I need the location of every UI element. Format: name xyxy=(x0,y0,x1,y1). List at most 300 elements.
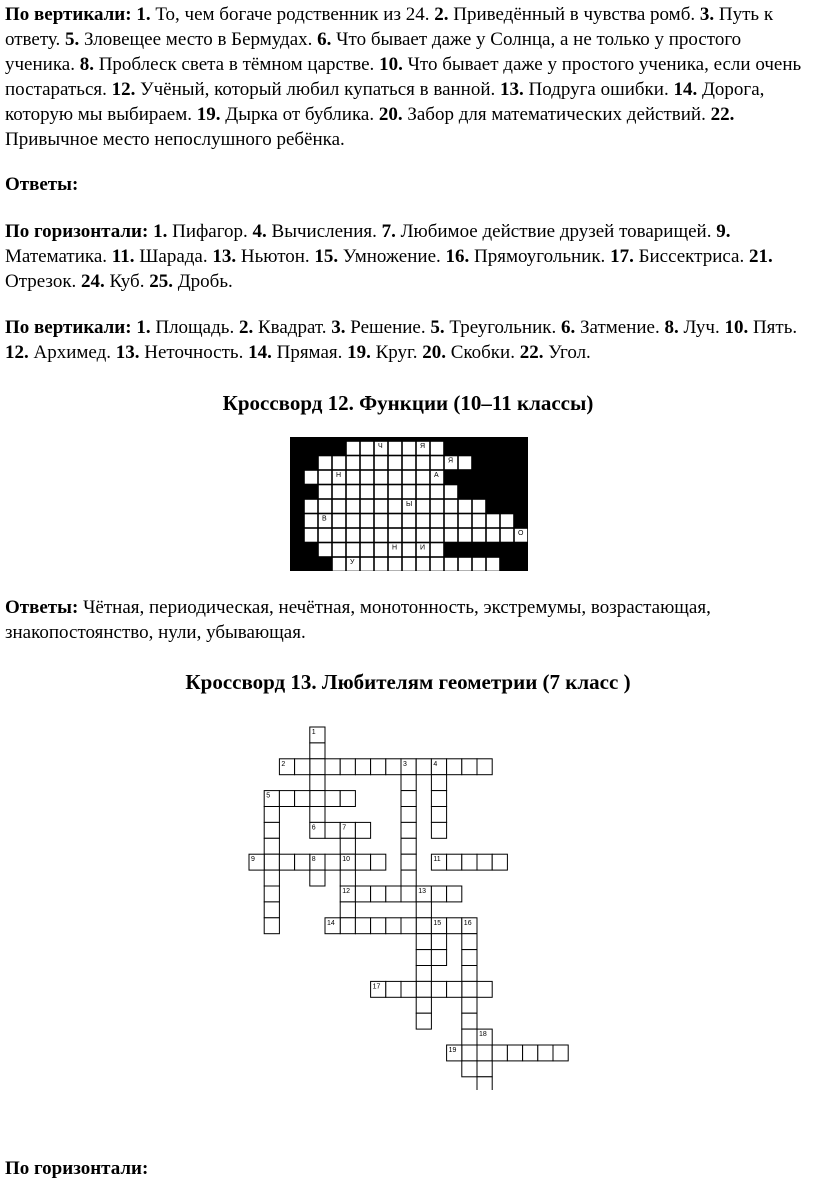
crossword13-cell xyxy=(462,1061,477,1077)
crossword12-letter: Ч xyxy=(378,443,383,450)
crossword13-cell xyxy=(340,870,355,886)
crossword12-cell xyxy=(305,471,318,485)
clue-number: 25. xyxy=(149,271,173,292)
clue-number: 7. xyxy=(381,221,396,242)
crossword13-cell xyxy=(492,1045,507,1061)
crossword13-cell xyxy=(264,918,279,934)
crossword12-cell xyxy=(431,442,444,456)
crossword13-cell xyxy=(386,918,401,934)
crossword12-cell xyxy=(459,529,472,543)
crossword12-letter: Я xyxy=(490,501,496,508)
clue-number: 15. xyxy=(314,246,339,267)
crossword13-cell xyxy=(462,1013,477,1029)
crossword13-cell xyxy=(295,759,310,775)
crossword13-cell xyxy=(477,1077,492,1090)
clue-number: 14. xyxy=(248,342,272,363)
crossword13-cell xyxy=(401,822,416,838)
crossword13-cell xyxy=(477,1061,492,1077)
clue-text: Архимед. xyxy=(33,342,112,363)
crossword12-letter: Э xyxy=(294,530,300,537)
crossword12-letter: Ь xyxy=(462,486,467,494)
clue-text: Приведённый в чувства ромб. xyxy=(453,4,696,25)
crossword12-cell xyxy=(403,442,416,456)
crossword13-cell xyxy=(447,918,462,934)
clue-text: Прямая. xyxy=(276,342,343,363)
clue-number: 22. xyxy=(710,104,735,125)
crossword13-cell xyxy=(447,886,462,902)
crossword13-cell xyxy=(553,1045,568,1061)
crossword12-cell xyxy=(361,485,374,499)
crossword13-cell xyxy=(264,838,279,854)
crossword13-cell xyxy=(431,791,446,807)
crossword13-clue-number: 2 xyxy=(281,760,286,768)
clue-text: Дорога, которую мы выбираем. xyxy=(5,79,765,125)
crossword13-cell xyxy=(401,886,416,902)
crossword12-cell xyxy=(403,514,416,528)
crossword12-cell xyxy=(417,514,430,528)
crossword13-cell xyxy=(355,822,370,838)
crossword13-clue-number: 9 xyxy=(251,856,255,864)
clue-number: 3. xyxy=(331,317,346,338)
clue-text: Что бывает даже у Солнца, а не только у простого ученика. xyxy=(5,29,742,75)
crossword13-cell xyxy=(340,918,355,934)
clue-text: Что бывает даже у простого ученика, если очень постараться. xyxy=(5,54,802,100)
crossword12-cell xyxy=(319,500,332,514)
answers-horizontal-label: По горизонтали: xyxy=(5,221,149,242)
crossword12-cell xyxy=(403,529,416,543)
crossword13-cell xyxy=(310,759,325,775)
answers-horizontal-paragraph xyxy=(5,219,805,294)
crossword13-cell xyxy=(462,966,477,982)
crossword12-cell xyxy=(389,456,402,470)
crossword12-cell xyxy=(487,529,500,543)
crossword12-cell xyxy=(333,543,346,557)
crossword12-cell xyxy=(431,485,444,499)
crossword13-cell xyxy=(416,934,431,950)
crossword13-cell xyxy=(477,981,492,997)
clue-text: Затмение. xyxy=(579,317,660,338)
clue-number: 10. xyxy=(379,54,403,75)
vertical-clues-label: По вертикали: xyxy=(5,4,132,25)
clue-text: Учёный, который любил купаться в ванной. xyxy=(140,79,496,100)
clue-text: Площадь. xyxy=(155,317,235,338)
crossword12-cell xyxy=(459,500,472,514)
crossword12-cell xyxy=(305,500,318,514)
crossword13-cell xyxy=(416,950,431,966)
crossword12-cell xyxy=(403,471,416,485)
crossword13-cell xyxy=(416,1013,431,1029)
crossword13-clue-number: 15 xyxy=(433,919,442,927)
clue-number: 12. xyxy=(111,79,136,100)
crossword12-cell xyxy=(361,500,374,514)
crossword12-cell xyxy=(361,514,374,528)
clue-number: 3. xyxy=(699,4,715,25)
crossword12-letter: У xyxy=(350,559,355,566)
answers-vertical-paragraph xyxy=(5,315,805,365)
crossword13-cell xyxy=(340,838,355,854)
clue-text: Шарада. xyxy=(139,246,208,267)
crossword13-cell xyxy=(264,822,279,838)
crossword12-cell xyxy=(375,514,388,528)
crossword13-cell xyxy=(325,854,340,870)
crossword13-cell xyxy=(447,854,462,870)
crossword12-cell xyxy=(445,529,458,543)
crossword13-cell xyxy=(371,886,386,902)
clue-number: 13. xyxy=(212,246,237,267)
crossword13-cell xyxy=(462,950,477,966)
crossword13-cell xyxy=(279,854,294,870)
crossword13-cell xyxy=(416,997,431,1013)
crossword12-cell xyxy=(431,514,444,528)
crossword13-clue-number: 18 xyxy=(479,1031,487,1039)
clue-number: 24. xyxy=(81,271,105,292)
crossword13-cell xyxy=(416,759,431,775)
crossword13-clue-number: 12 xyxy=(342,888,350,895)
crossword13-cell xyxy=(462,1045,477,1061)
crossword12-cell xyxy=(319,529,332,543)
crossword12-cell xyxy=(361,558,374,572)
crossword12-letter: Н xyxy=(336,472,342,479)
vertical-clues-paragraph xyxy=(5,2,805,152)
crossword13-cell xyxy=(401,807,416,823)
crossword12-cell xyxy=(473,529,486,543)
crossword12-cell xyxy=(431,543,444,557)
clue-number: 20. xyxy=(378,104,403,125)
crossword13-cell xyxy=(279,791,294,807)
crossword13-cell xyxy=(447,759,462,775)
crossword13-cell xyxy=(355,759,370,775)
crossword12-cell xyxy=(319,485,332,499)
clue-number: 13. xyxy=(115,342,140,363)
clue-text: Умножение. xyxy=(342,246,441,267)
crossword13-cell xyxy=(416,981,431,997)
clue-text: Неточность. xyxy=(144,342,244,363)
clue-text: Решение. xyxy=(350,317,426,338)
crossword12-letter: Э xyxy=(294,501,300,508)
crossword13-cell xyxy=(401,918,416,934)
crossword12-cell xyxy=(431,529,444,543)
crossword12-letter: И xyxy=(420,544,426,552)
crossword12-cell xyxy=(389,500,402,514)
crossword12-cell xyxy=(473,500,486,514)
crossword12-cell xyxy=(361,529,374,543)
clue-number: 12. xyxy=(5,342,29,363)
crossword12-letter: О xyxy=(518,530,524,537)
crossword13-cell xyxy=(431,775,446,791)
crossword13-cell xyxy=(401,791,416,807)
crossword12-letter: Ы xyxy=(406,501,413,508)
clue-number: 11. xyxy=(111,246,135,267)
crossword12-cell xyxy=(375,485,388,499)
crossword13-cell xyxy=(416,902,431,918)
crossword12-cell xyxy=(431,456,444,470)
crossword12-cell xyxy=(361,543,374,557)
crossword12-cell xyxy=(319,543,332,557)
crossword13-cell xyxy=(462,759,477,775)
crossword13-cell xyxy=(264,807,279,823)
crossword13-cell xyxy=(295,791,310,807)
crossword12-cell xyxy=(445,500,458,514)
crossword13-clue-number: 10 xyxy=(342,856,350,864)
crossword13-cell xyxy=(386,981,401,997)
clue-number: 8. xyxy=(79,54,94,75)
crossword13-cell xyxy=(401,981,416,997)
crossword13-cell xyxy=(401,854,416,870)
crossword12-cell xyxy=(375,500,388,514)
clue-number: 10. xyxy=(724,317,749,338)
crossword12-cell xyxy=(333,456,346,470)
crossword12-cell xyxy=(445,558,458,572)
clue-text: Любимое действие друзей товарищей. xyxy=(400,221,712,242)
clue-text: Пифагор. xyxy=(172,221,248,242)
crossword12-answers-text: Чётная, периодическая, нечётная, монотонность, экстремумы, возрастающая, знакопостоянство, нули, убывающая. xyxy=(5,597,711,643)
clue-text: Привычное место непослушного ребёнка. xyxy=(5,129,345,150)
crossword12-cell xyxy=(501,529,514,543)
crossword13-cell xyxy=(386,886,401,902)
crossword12-cell xyxy=(459,456,472,470)
crossword13-clue-number: 13 xyxy=(418,888,426,895)
bottom-horizontal-label: По горизонтали: xyxy=(5,1158,149,1179)
clue-text: Скобки. xyxy=(450,342,515,363)
crossword12-cell xyxy=(487,514,500,528)
clue-text: Ньютон. xyxy=(240,246,310,267)
crossword13-cell xyxy=(264,870,279,886)
crossword12-cell xyxy=(361,442,374,456)
clue-text: Луч. xyxy=(683,317,720,338)
crossword12-cell xyxy=(333,485,346,499)
crossword13-cell xyxy=(462,934,477,950)
crossword13-cell xyxy=(264,886,279,902)
crossword13-cell xyxy=(462,981,477,997)
clue-number: 9. xyxy=(716,221,731,242)
clue-number: 2. xyxy=(238,317,254,338)
crossword13-clue-number: 14 xyxy=(327,919,335,927)
crossword13-cell xyxy=(462,854,477,870)
clue-text: Путь к ответу. xyxy=(5,4,774,50)
crossword12-answers-label: Ответы: xyxy=(5,597,79,618)
clue-text: Забор для математических действий. xyxy=(407,104,706,125)
crossword12-cell xyxy=(445,485,458,499)
crossword12-cell xyxy=(459,514,472,528)
crossword12-cell xyxy=(347,514,360,528)
crossword12-cell xyxy=(375,529,388,543)
crossword13-grid xyxy=(0,720,816,1090)
crossword12-cell xyxy=(487,558,500,572)
answers-label: Ответы: xyxy=(5,174,79,195)
crossword13-cell xyxy=(325,791,340,807)
crossword13-cell xyxy=(462,997,477,1013)
crossword12-cell xyxy=(403,543,416,557)
clue-number: 17. xyxy=(610,246,634,267)
clue-number: 22. xyxy=(519,342,544,363)
crossword12-cell xyxy=(347,442,360,456)
clue-text: Пять. xyxy=(752,317,798,338)
crossword12-letter: Я xyxy=(448,457,454,465)
clue-text: Угол. xyxy=(548,342,591,363)
crossword12-cell xyxy=(375,558,388,572)
crossword13-cell xyxy=(386,759,401,775)
crossword13-cell xyxy=(431,807,446,823)
clue-number: 14. xyxy=(673,79,698,100)
crossword13-cell xyxy=(431,934,446,950)
crossword12-letter: М xyxy=(308,486,314,494)
crossword13-cell xyxy=(310,870,325,886)
crossword12-cell xyxy=(305,529,318,543)
crossword13-title: Кроссворд 13. Любителям геометрии (7 класс ) xyxy=(185,670,631,694)
crossword13-clue-number: 5 xyxy=(266,792,271,800)
crossword12-cell xyxy=(305,514,318,528)
crossword13-cell xyxy=(310,775,325,791)
crossword13-clue-number: 19 xyxy=(448,1047,457,1054)
crossword12-cell xyxy=(333,500,346,514)
crossword13-clue-number: 1 xyxy=(311,729,316,736)
crossword13-cell xyxy=(401,870,416,886)
crossword13-cell xyxy=(325,759,340,775)
crossword12-cell xyxy=(375,456,388,470)
crossword12-letter: А xyxy=(434,472,439,479)
clue-text: То, чем богаче родственник из 24. xyxy=(155,4,430,25)
clue-number: 13. xyxy=(500,79,524,100)
crossword12-cell xyxy=(375,543,388,557)
crossword12-letter: Я xyxy=(504,559,510,566)
crossword12-cell xyxy=(417,456,430,470)
clue-number: 8. xyxy=(664,317,679,338)
crossword12-cell xyxy=(347,456,360,470)
crossword13-cell xyxy=(416,918,431,934)
crossword12-cell xyxy=(403,485,416,499)
clue-text: Биссектриса. xyxy=(638,246,745,267)
crossword12-cell xyxy=(445,514,458,528)
crossword12-grid xyxy=(290,437,528,571)
crossword12-cell xyxy=(389,471,402,485)
clue-number: 19. xyxy=(347,342,371,363)
clue-number: 6. xyxy=(560,317,576,338)
crossword13-clue-number: 4 xyxy=(433,760,438,768)
clue-text: Дробь. xyxy=(177,271,233,292)
clue-number: 6. xyxy=(317,29,332,50)
crossword13-cell xyxy=(371,759,386,775)
crossword12-cell xyxy=(417,485,430,499)
clue-text: Подруга ошибки. xyxy=(528,79,669,100)
crossword13-clue-number: 3 xyxy=(403,760,407,768)
crossword13-cell xyxy=(371,918,386,934)
crossword13-clue-number: 6 xyxy=(311,824,316,832)
clue-text: Зловещее место в Бермудах. xyxy=(84,29,313,50)
crossword12-cell xyxy=(361,456,374,470)
crossword12-cell xyxy=(417,558,430,572)
clue-number: 19. xyxy=(196,104,221,125)
crossword12-cell xyxy=(347,485,360,499)
crossword13-cell xyxy=(340,759,355,775)
crossword13-cell xyxy=(523,1045,538,1061)
crossword13-cell xyxy=(264,854,279,870)
crossword13-cell xyxy=(310,743,325,759)
crossword12-cell xyxy=(459,558,472,572)
crossword12-cell xyxy=(473,514,486,528)
crossword13-cell xyxy=(355,886,370,902)
crossword13-cell xyxy=(355,854,370,870)
crossword13-cell xyxy=(325,822,340,838)
clue-text: Круг. xyxy=(375,342,418,363)
crossword12-cell xyxy=(333,558,346,572)
crossword12-cell xyxy=(361,471,374,485)
crossword13-cell xyxy=(431,886,446,902)
crossword13-cell xyxy=(310,807,325,823)
crossword12-cell xyxy=(389,485,402,499)
crossword13-cell xyxy=(447,981,462,997)
clue-text: Дырка от бублика. xyxy=(225,104,375,125)
crossword12-cell xyxy=(403,456,416,470)
crossword13-cell xyxy=(401,838,416,854)
crossword13-cell xyxy=(401,775,416,791)
crossword12-cell xyxy=(375,471,388,485)
clue-number: 16. xyxy=(445,246,470,267)
clue-number: 4. xyxy=(252,221,267,242)
crossword13-cell xyxy=(477,1045,492,1061)
crossword13-cell xyxy=(431,822,446,838)
crossword12-cell xyxy=(389,558,402,572)
crossword13-clue-number: 16 xyxy=(463,919,472,927)
clue-number: 20. xyxy=(422,342,446,363)
crossword13-cell xyxy=(295,854,310,870)
crossword12-cell xyxy=(473,558,486,572)
clue-number: 1. xyxy=(136,4,151,25)
crossword12-cell xyxy=(319,456,332,470)
crossword12-title: Кроссворд 12. Функции (10–11 классы) xyxy=(222,391,594,415)
clue-text: Куб. xyxy=(109,271,145,292)
crossword12-cell xyxy=(417,500,430,514)
crossword12-cell xyxy=(417,529,430,543)
crossword12-cell xyxy=(501,514,514,528)
clue-text: Отрезок. xyxy=(5,271,77,292)
crossword12-cell xyxy=(417,471,430,485)
crossword12-cell xyxy=(431,500,444,514)
crossword12-answers xyxy=(5,595,805,645)
crossword13-clue-number: 8 xyxy=(311,856,316,864)
crossword12-letter: Н xyxy=(392,544,398,552)
clue-text: Треугольник. xyxy=(449,317,557,338)
crossword13-cell xyxy=(492,854,507,870)
crossword12-letter: Я xyxy=(420,443,426,450)
answers-vertical-label: По вертикали: xyxy=(5,317,132,338)
clue-number: 21. xyxy=(748,246,773,267)
crossword12-cell xyxy=(431,558,444,572)
crossword12-cell xyxy=(347,471,360,485)
crossword12-cell xyxy=(403,558,416,572)
crossword13-cell xyxy=(340,902,355,918)
crossword13-cell xyxy=(310,791,325,807)
crossword12-letter: П xyxy=(308,457,314,465)
crossword12-cell xyxy=(347,500,360,514)
crossword13-cell xyxy=(371,854,386,870)
crossword13-cell xyxy=(538,1045,553,1061)
clue-number: 1. xyxy=(136,317,151,338)
clue-text: Прямоугольник. xyxy=(474,246,606,267)
crossword12-cell xyxy=(347,529,360,543)
clue-text: Проблеск света в тёмном царстве. xyxy=(98,54,375,75)
crossword13-cell xyxy=(355,918,370,934)
crossword13-cell xyxy=(431,950,446,966)
crossword12-cell xyxy=(389,529,402,543)
clue-number: 5. xyxy=(430,317,445,338)
clue-text: Вычисления. xyxy=(271,221,377,242)
clue-number: 2. xyxy=(434,4,449,25)
crossword12-cell xyxy=(389,514,402,528)
crossword12-cell xyxy=(333,529,346,543)
crossword13-cell xyxy=(477,759,492,775)
clue-number: 1. xyxy=(153,221,168,242)
clue-number: 5. xyxy=(65,29,80,50)
